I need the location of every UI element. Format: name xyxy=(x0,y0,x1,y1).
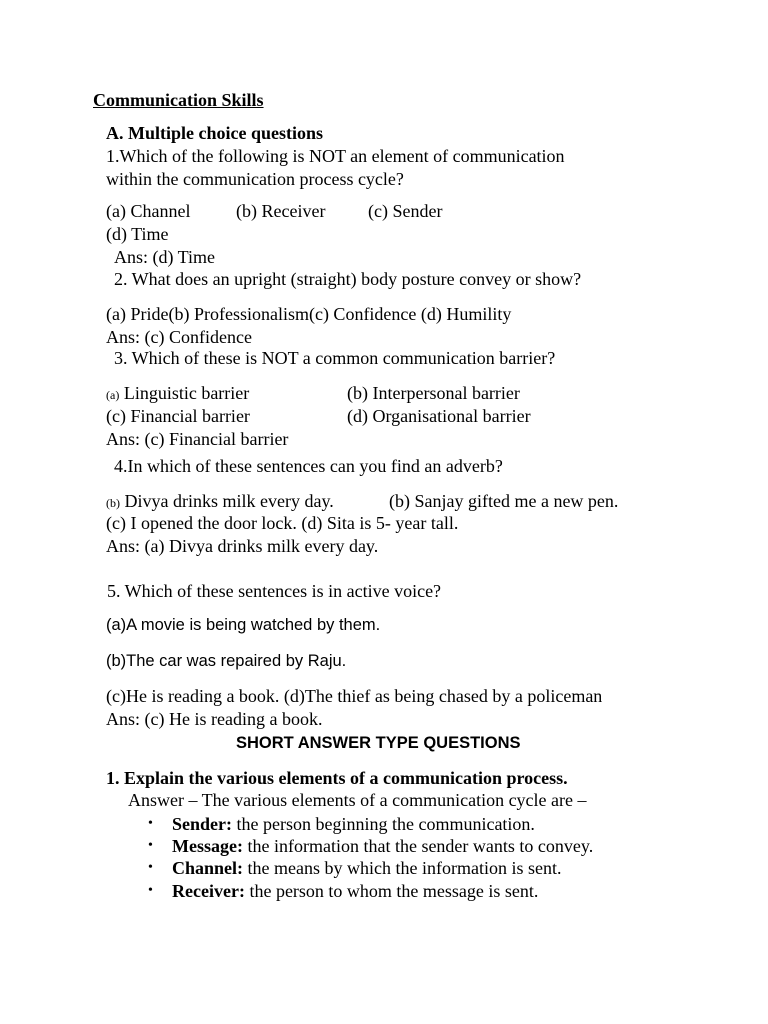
q1-option-b: (b) Receiver xyxy=(236,201,326,221)
q5-options-cd: (c)He is reading a book. (d)The thief as being chased by a policeman xyxy=(106,686,603,706)
list-item-term: Receiver: xyxy=(172,881,245,901)
section-a-heading xyxy=(106,122,323,144)
q2-options: (a) Pride(b) Professionalism(c) Confidence (d) Humility xyxy=(106,304,512,324)
q4-option-a-text: Divya drinks milk every day. xyxy=(124,491,334,511)
list-item-term: Message: xyxy=(172,836,243,856)
list-item-desc: the person beginning the communication. xyxy=(232,814,535,834)
q2-answer: Ans: (c) Confidence xyxy=(106,327,252,347)
section-a-letter: A. xyxy=(106,123,124,143)
q1-answer: Ans: (d) Time xyxy=(114,247,216,267)
list-item-desc: the means by which the information is sent. xyxy=(243,858,562,878)
bullet-marker: • xyxy=(148,860,153,875)
q3-answer: Ans: (c) Financial barrier xyxy=(106,429,289,449)
q4-options-cd: (c) I opened the door lock. (d) Sita is 5- year tall. xyxy=(106,513,459,533)
short-answer-q1: 1. Explain the various elements of a communication process. xyxy=(106,768,568,788)
short-answer-heading: SHORT ANSWER TYPE QUESTIONS xyxy=(236,734,521,752)
bullet-marker: • xyxy=(148,838,153,853)
q3-option-a-text: Linguistic barrier xyxy=(123,383,250,403)
q3-option-d: (d) Organisational barrier xyxy=(347,406,531,426)
list-item-message xyxy=(172,835,593,857)
q1-text-line2: within the communication process cycle? xyxy=(106,169,404,189)
bullet-marker: • xyxy=(148,883,153,898)
q1-option-a: (a) Channel xyxy=(106,201,191,221)
q3-option-c: (c) Financial barrier xyxy=(106,406,250,426)
q3-text: 3. Which of these is NOT a common communication barrier? xyxy=(114,348,556,368)
list-item-term: Sender: xyxy=(172,814,232,834)
q4-option-a-prefix: (b) xyxy=(106,496,120,510)
q5-text: 5. Which of these sentences is in active voice? xyxy=(107,581,442,601)
list-item-receiver xyxy=(172,880,538,902)
q1-option-c: (c) Sender xyxy=(368,201,443,221)
q4-option-b: (b) Sanjay gifted me a new pen. xyxy=(389,491,619,511)
q5-option-a: (a)A movie is being watched by them. xyxy=(106,616,381,634)
q4-text: 4.In which of these sentences can you find an adverb? xyxy=(114,456,503,476)
q3-option-a xyxy=(106,382,249,406)
q1-option-d: (d) Time xyxy=(106,224,169,244)
q5-option-b: (b)The car was repaired by Raju. xyxy=(106,652,347,670)
list-item-desc: the person to whom the message is sent. xyxy=(244,881,539,901)
page-title: Communication Skills xyxy=(93,90,264,110)
section-a-title: Multiple choice questions xyxy=(128,123,324,143)
q3-option-a-prefix: (a) xyxy=(106,388,120,402)
q4-option-a xyxy=(106,490,334,514)
list-item-term: Channel: xyxy=(172,858,244,878)
q5-answer: Ans: (c) He is reading a book. xyxy=(106,709,323,729)
q3-option-b: (b) Interpersonal barrier xyxy=(347,383,520,403)
list-item-desc: the information that the sender wants to convey. xyxy=(242,836,594,856)
q1-text-line1: 1.Which of the following is NOT an element of communication xyxy=(106,146,565,166)
q4-answer: Ans: (a) Divya drinks milk every day. xyxy=(106,536,379,556)
list-item-channel xyxy=(172,857,561,879)
bullet-marker: • xyxy=(148,816,153,831)
short-answer-intro: Answer – The various elements of a communication cycle are – xyxy=(128,790,587,810)
list-item-sender xyxy=(172,813,535,835)
q2-text: 2. What does an upright (straight) body posture convey or show? xyxy=(114,269,582,289)
